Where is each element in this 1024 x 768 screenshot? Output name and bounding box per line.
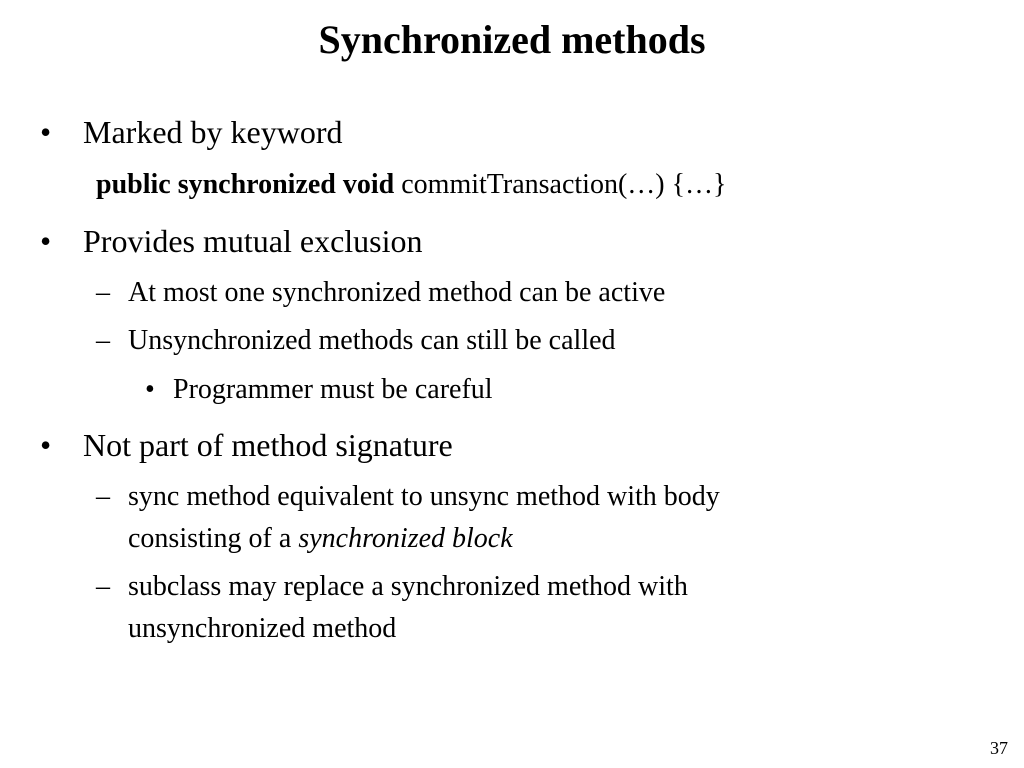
sub-bullet-text: sync method equivalent to unsync method with body: [128, 481, 720, 512]
dash-marker: –: [96, 277, 110, 308]
sub-bullet-text: unsynchronized method: [128, 613, 397, 644]
bullet-marker: •: [145, 374, 155, 405]
dash-marker: –: [96, 325, 110, 356]
bullet-text: Provides mutual exclusion: [83, 223, 423, 259]
sub-sub-bullet-text: Programmer must be careful: [173, 374, 493, 405]
sub-bullet-text: subclass may replace a synchronized method with: [128, 571, 688, 602]
sub-bullet-text-plain: consisting of a: [128, 523, 299, 554]
dash-marker: –: [96, 481, 110, 512]
code-signature: commitTransaction(…) {…}: [394, 169, 727, 200]
bullet-text: Not part of method signature: [83, 427, 453, 463]
sub-bullet-continuation: [128, 612, 396, 646]
page-number: 37: [990, 738, 1008, 758]
sub-bullet-text: Unsynchronized methods can still be called: [128, 325, 616, 356]
sub-bullet-continuation: [128, 522, 513, 556]
sub-bullet-text: At most one synchronized method can be active: [128, 277, 666, 308]
code-keywords: public synchronized void: [96, 169, 395, 200]
dash-marker: –: [96, 571, 110, 602]
code-example: [96, 168, 727, 202]
bullet-marker: •: [40, 114, 52, 150]
bullet-marker: •: [40, 427, 52, 463]
bullet-marker: •: [40, 223, 52, 259]
bullet-text: Marked by keyword: [83, 114, 343, 150]
sub-bullet-text-italic: synchronized block: [298, 523, 513, 554]
slide-title: Synchronized methods: [318, 17, 706, 62]
